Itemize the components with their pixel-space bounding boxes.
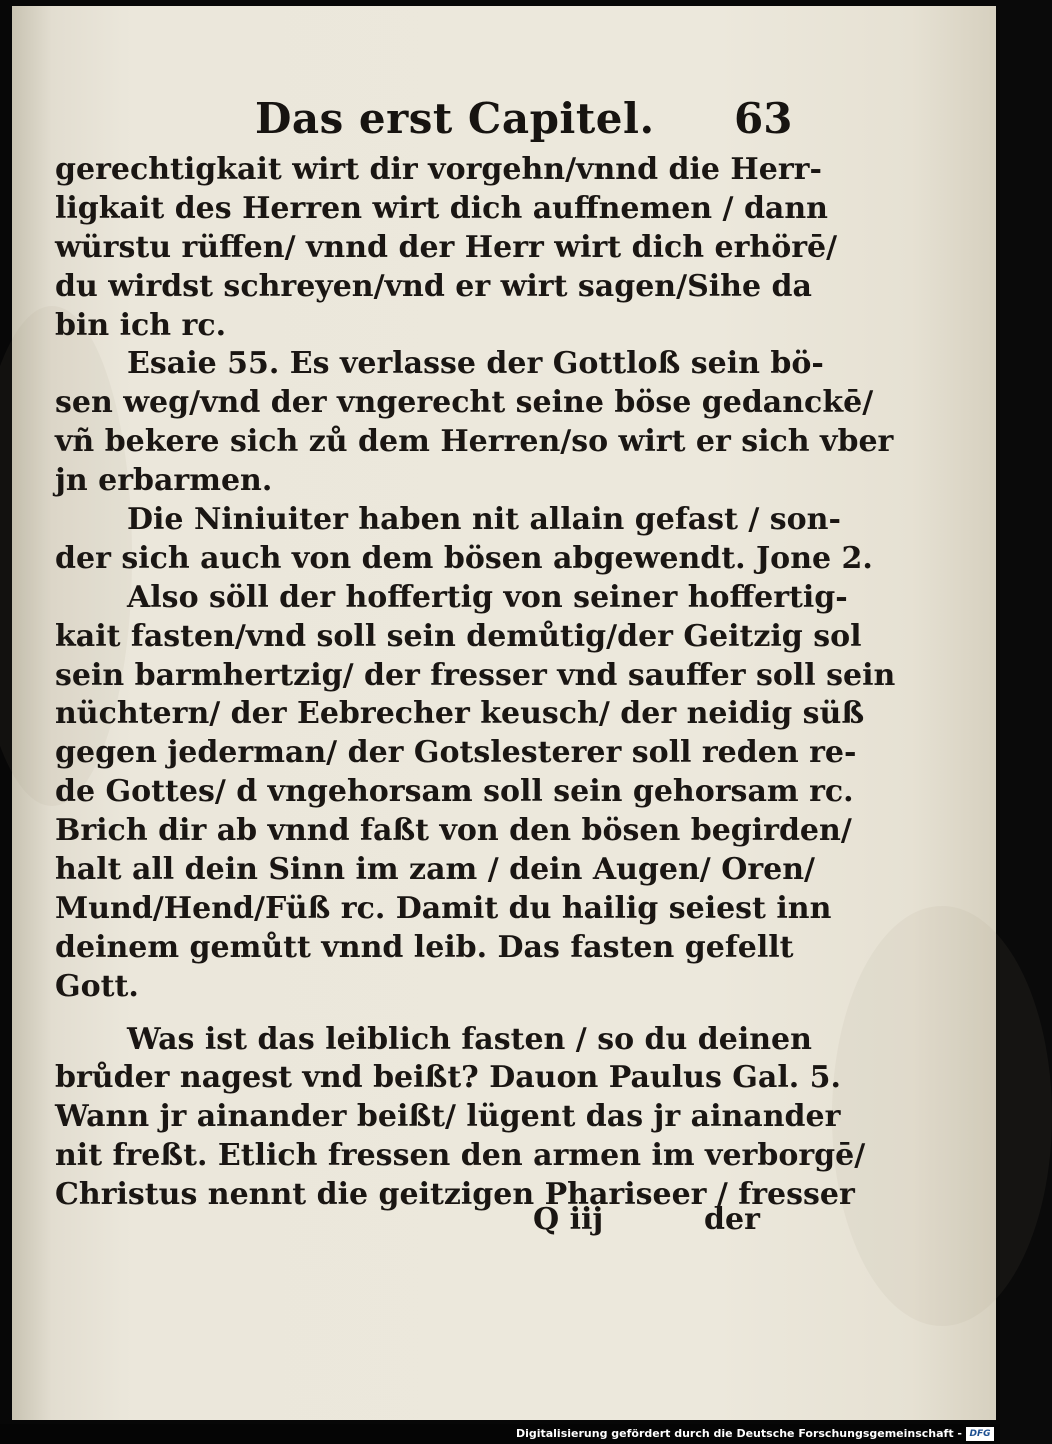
text-line: würstu rüffen/ vnnd der Herr wirt dich erhörē/ [55,229,838,265]
text-line: Gott. [55,968,139,1004]
text-line: bin ich rc. [55,307,227,343]
catchword: der [704,1202,760,1237]
text-line: Wann jr ainander beißt/ lügent das jr ainander [55,1099,841,1135]
text-line: Brich dir ab vnnd faßt von den bösen begirden/ [55,813,852,849]
text-line: Mund/Hend/Füß rc. Damit du hailig seiest inn [55,890,832,926]
text-line: halt all dein Sinn im zam / dein Augen/ Oren/ [55,852,815,888]
text-line: brůder nagest vnd beißt? Dauon Paulus Gal. 5. [55,1060,841,1096]
credit-text: Digitalisierung gefördert durch die Deutsche Forschungsgemeinschaft - [515,1427,962,1440]
text-line: kait fasten/vnd soll sein demůtig/der Geitzig sol [55,618,862,654]
text-line: sein barmhertzig/ der fresser vnd sauffer soll sein [55,657,896,693]
running-header [12,94,996,154]
running-title: Das erst Capitel. [255,94,655,143]
page-footer [12,1202,996,1252]
body-text [55,151,896,1215]
text-line: vñ bekere sich zů dem Herren/so wirt er sich vber [55,424,894,460]
text-line: gerechtigkait wirt dir vorgehn/vnnd die Herr- [55,152,822,187]
text-line: ligkait des Herren wirt dich auffnemen / dann [55,190,828,226]
text-line: gegen jederman/ der Gotslesterer soll reden re- [55,735,857,771]
text-line: nit freßt. Etlich fressen den armen im verborgē/ [55,1138,866,1174]
signature-mark: Q iij [533,1202,604,1237]
book-page [12,6,996,1420]
text-line: Also söll der hoffertig von seiner hoffertig- [127,579,848,615]
text-line: jn erbarmen. [55,463,273,499]
text-line: Die Niniuiter haben nit allain gefast / son- [127,502,841,538]
credit-bar [0,1424,1000,1444]
text-line: de Gottes/ d vngehorsam soll sein gehorsam rc. [55,774,854,810]
dfg-logo-icon: DFG [966,1427,994,1441]
page-number: 63 [734,94,793,143]
text-line: Esaie 55. Es verlasse der Gottloß sein bö- [127,346,824,382]
paper-stain [832,906,1052,1326]
text-line: Was ist das leiblich fasten / so du deinen [127,1021,812,1057]
text-line: sen weg/vnd der vngerecht seine böse gedanckē/ [55,385,874,421]
text-line: Christus nennt die geitzigen Phariseer / fresser [55,1177,855,1213]
text-line: du wirdst schreyen/vnd er wirt sagen/Sihe da [55,268,812,304]
text-line: nüchtern/ der Eebrecher keusch/ der neidig süß [55,696,865,732]
text-line: der sich auch von dem bösen abgewendt. Jone 2. [55,540,873,576]
text-line: deinem gemůtt vnnd leib. Das fasten gefellt [55,929,794,965]
